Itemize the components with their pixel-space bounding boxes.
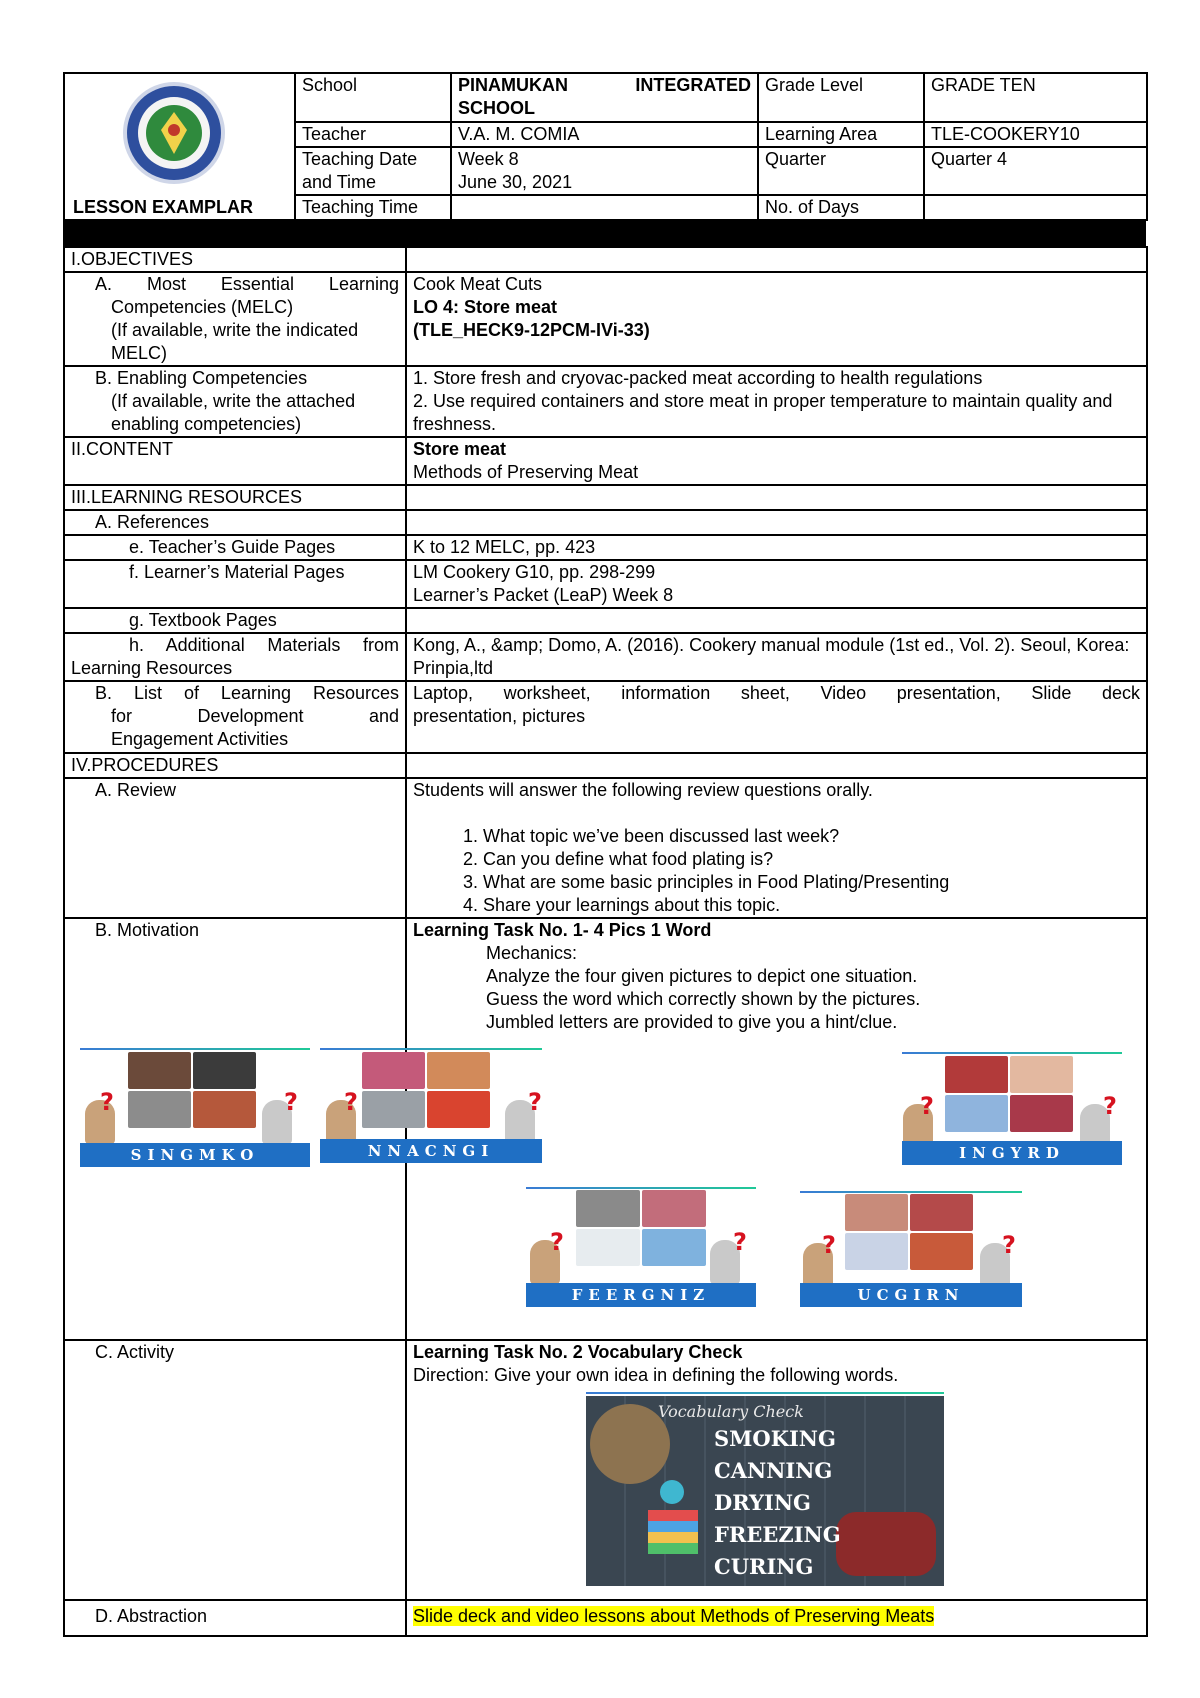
content-heading: II.CONTENT: [64, 437, 406, 485]
time-value: [451, 195, 758, 220]
puzzle-word: SINGMKO: [80, 1143, 310, 1167]
steak-icon: [836, 1512, 936, 1576]
question-mark-icon: ?: [528, 1088, 542, 1116]
question-mark-icon: ?: [550, 1228, 564, 1256]
school-value: PINAMUKAN INTEGRATED SCHOOL: [451, 73, 758, 122]
days-label: No. of Days: [758, 195, 924, 220]
content-subtitle: Methods of Preserving Meat: [413, 462, 639, 482]
logo-cell: [64, 73, 295, 220]
task1-line: Jumbled letters are provided to give you a hint/clue.: [486, 1012, 898, 1032]
task2-direction: Direction: Give your own idea in defining the following words.: [413, 1365, 899, 1385]
tb-label: g. Textbook Pages: [64, 608, 406, 633]
owl-icon: [660, 1480, 684, 1504]
content-title: Store meat: [413, 439, 507, 459]
task1-title: Learning Task No. 1- 4 Pics 1 Word: [413, 920, 712, 940]
review-question: 1. What topic we’ve been discussed last week?: [483, 825, 1140, 848]
days-value: [924, 195, 1147, 220]
melc-title: Cook Meat Cuts: [413, 274, 543, 294]
divider-band: [63, 221, 1146, 246]
review-question: 3. What are some basic principles in Food Plating/Presenting: [483, 871, 1140, 894]
resources-heading: III.LEARNING RESOURCES: [64, 485, 406, 510]
question-mark-icon: ?: [284, 1088, 298, 1116]
abstraction-value: [406, 1600, 1147, 1636]
school-seal-logo: [115, 80, 233, 186]
vocab-word: CURING: [714, 1554, 814, 1579]
melc-lo: LO 4: Store meat: [413, 297, 558, 317]
puzzle-word: INGYRD: [902, 1141, 1122, 1165]
area-value: TLE-COOKERY10: [924, 122, 1147, 147]
vocab-word: DRYING: [714, 1490, 811, 1515]
teacher-value: V.A. M. COMIA: [451, 122, 758, 147]
review-question: 4. Share your learnings about this topic.: [483, 894, 1140, 917]
review-questions: [413, 825, 1140, 917]
melc-code: (TLE_HECK9-12PCM-IVi-33): [413, 320, 650, 340]
vocabulary-check-image: [586, 1396, 944, 1586]
grade-value: GRADE TEN: [924, 73, 1147, 122]
procedures-heading: IV.PROCEDURES: [64, 753, 406, 778]
content-value: [406, 437, 1147, 485]
question-mark-icon: ?: [920, 1092, 934, 1120]
references-label: A. References: [64, 510, 406, 535]
task2-title: Learning Task No. 2 Vocabulary Check: [413, 1342, 743, 1362]
area-label: Learning Area: [758, 122, 924, 147]
question-mark-icon: ?: [733, 1228, 747, 1256]
school-label: School: [295, 73, 451, 122]
vocab-word: FREEZING: [714, 1522, 841, 1547]
task1-line: Analyze the four given pictures to depict one situation.: [486, 966, 918, 986]
ec-item-2: 2. Use required containers and store meat in proper temperature to maintain quality and freshness.: [413, 391, 1113, 434]
review-intro: Students will answer the following review questions orally.: [413, 780, 873, 800]
header-table: [63, 72, 1148, 221]
date-week: Week 8: [458, 149, 519, 169]
question-mark-icon: ?: [1002, 1231, 1016, 1259]
vocab-heading: Vocabulary Check: [658, 1402, 804, 1421]
ec-item-1: 1. Store fresh and cryovac-packed meat according to health regulations: [413, 368, 983, 388]
tg-value: K to 12 MELC, pp. 423: [406, 535, 1147, 560]
date-value: [451, 147, 758, 195]
question-mark-icon: ?: [1103, 1092, 1117, 1120]
melc-value: [406, 272, 1147, 366]
puzzle-word: FEERGNIZ: [526, 1283, 756, 1307]
task1-mechanics: Mechanics:: [486, 943, 578, 963]
lm-value: LM Cookery G10, pp. 298-299 Learner’s Packet (LeaP) Week 8: [406, 560, 1147, 608]
ec-value: [406, 366, 1147, 437]
list-label: B. List of Learning Resources for Development and Engagement Activities: [64, 681, 406, 753]
list-value: Laptop, worksheet, information sheet, Video presentation, Slide deck presentation, pictures: [406, 681, 1147, 753]
motivation-label: B. Motivation: [64, 918, 406, 1340]
ec-label: B. Enabling Competencies (If available, write the attached enabling competencies): [64, 366, 406, 437]
question-mark-icon: ?: [344, 1088, 358, 1116]
tb-value: [406, 608, 1147, 633]
review-question: 2. Can you define what food plating is?: [483, 848, 1140, 871]
task1-line: Guess the word which correctly shown by the pictures.: [486, 989, 921, 1009]
tg-label: e. Teacher’s Guide Pages: [64, 535, 406, 560]
date-day: June 30, 2021: [458, 172, 573, 192]
vocab-word: SMOKING: [714, 1426, 836, 1451]
quarter-value: Quarter 4: [924, 147, 1147, 195]
lm-label: f. Learner’s Material Pages: [64, 560, 406, 608]
exemplar-label: LESSON EXAMPLAR: [73, 197, 254, 217]
objectives-heading: I.OBJECTIVES: [64, 247, 406, 272]
question-mark-icon: ?: [100, 1088, 114, 1116]
grade-label: Grade Level: [758, 73, 924, 122]
add-label: h. Additional Materials from Learning Resources: [64, 633, 406, 681]
puzzle-word: NNACNGI: [320, 1139, 542, 1163]
abstraction-highlight: Slide deck and video lessons about Methods of Preserving Meats: [413, 1606, 935, 1626]
abstraction-label: D. Abstraction: [64, 1600, 406, 1636]
add-value: Kong, A., &amp; Domo, A. (2016). Cookery manual module (1st ed., Vol. 2). Seoul, Korea: Prinpia,ltd: [406, 633, 1147, 681]
vocab-word: CANNING: [714, 1458, 833, 1483]
review-value: [406, 778, 1147, 918]
teacher-label: Teacher: [295, 122, 451, 147]
question-mark-icon: ?: [822, 1231, 836, 1259]
quarter-label: Quarter: [758, 147, 924, 195]
books-icon: [648, 1510, 698, 1554]
activity-label: C. Activity: [64, 1340, 406, 1600]
time-label: Teaching Time: [295, 195, 451, 220]
date-label: Teaching Date and Time: [295, 147, 451, 195]
melc-label: A. Most Essential Learning Competencies (MELC) (If available, write the indicated MELC): [64, 272, 406, 366]
review-label: A. Review: [64, 778, 406, 918]
puzzle-word: UCGIRN: [800, 1283, 1022, 1307]
